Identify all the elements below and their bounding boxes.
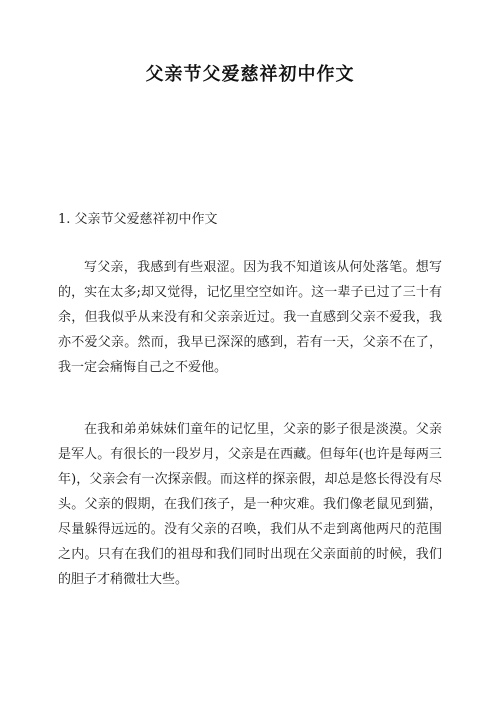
paragraph: 写父亲，我感到有些艰涩。因为我不知道该从何处落笔。想写的，实在太多;却又觉得，记忆里空空如许。这一辈子已过了三十有余，但我似乎从来没有和父亲亲近过。我一直感到父亲不爱我，我亦不爱父亲。然而，我早已深深的感到，若有一天，父亲不在了，我一定会痛悔自己之不爱他。 xyxy=(58,260,442,375)
paragraph: 在我和弟弟妹妹们童年的记忆里，父亲的影子很是淡漠。父亲是军人。有很长的一段岁月，父亲是在西藏。但每年(也许是每两三年)，父亲会有一次探亲假。而这样的探亲假，却总是悠长得没有尽头。父亲的假期，在我们孩子，是一种灾难。我们像老鼠见到猫，尽量躲得远远的。没有父亲的召唤，我们从不走到离他两尺的范围之内。只有在我们的祖母和我们同时出现在父亲面前的时候，我们的胆子才稍微壮大些。 xyxy=(58,422,442,587)
document-title: 父亲节父爱慈祥初中作文 xyxy=(145,64,355,85)
section-heading: 1. 父亲节父爱慈祥初中作文 xyxy=(58,212,218,227)
